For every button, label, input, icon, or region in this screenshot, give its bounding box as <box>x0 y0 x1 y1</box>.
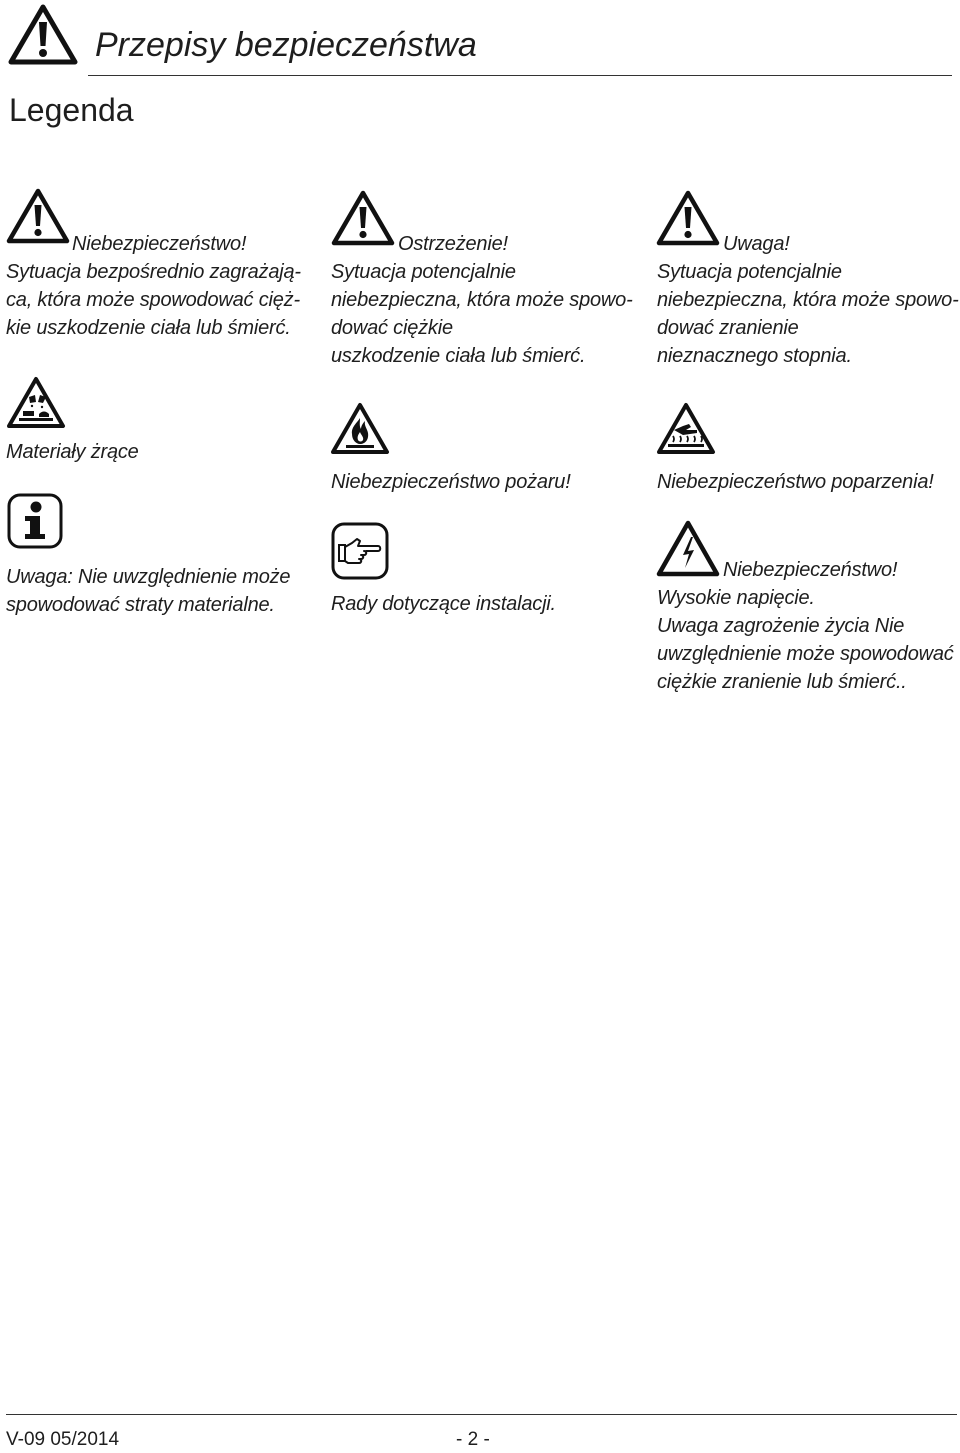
fire-label: Niebezpieczeństwo pożaru! <box>331 471 571 493</box>
corrosive-icon <box>6 376 66 430</box>
danger-heading: Niebezpieczeństwo! <box>72 233 247 255</box>
page-title: Przepisy bezpieczeństwa <box>95 26 477 64</box>
warning-description: Sytuacja potencjalnie niebezpieczna, która może spowo- dować ciężkie uszkodzenie ciała lub śmierć. <box>331 261 633 367</box>
pointing-hand-icon <box>330 521 390 581</box>
high-voltage-icon <box>656 520 720 578</box>
warning-triangle-icon <box>8 4 78 66</box>
header-rule <box>88 75 952 76</box>
warning-triangle-icon <box>331 190 395 246</box>
warning-heading: Ostrzeżenie! <box>398 233 508 255</box>
danger-triangle-icon <box>6 188 70 244</box>
hot-surface-icon <box>656 402 716 456</box>
section-heading: Legenda <box>9 92 134 128</box>
danger-description: Sytuacja bezpośrednio zagrażają- ca, która może spowodować cięż- kie uszkodzenie ciała lub śmierć. <box>6 261 301 339</box>
page-number: - 2 - <box>456 1429 490 1450</box>
voltage-description: Wysokie napięcie. Uwaga zagrożenie życia Nie uwzględnienie może spowodować ciężkie zranienie lub śmierć.. <box>657 587 954 693</box>
voltage-heading: Niebezpieczeństwo! <box>723 559 898 581</box>
caution-triangle-icon <box>656 190 720 246</box>
info-description: Uwaga: Nie uwzględnienie może spowodować straty materialne. <box>6 566 291 616</box>
footer-version: V-09 05/2014 <box>6 1429 120 1450</box>
footer-rule <box>6 1414 957 1415</box>
install-label: Rady dotyczące instalacji. <box>331 593 556 615</box>
info-icon <box>6 492 64 550</box>
fire-hazard-icon <box>330 402 390 456</box>
caution-description: Sytuacja potencjalnie niebezpieczna, która może spowo- dować zranienie nieznacznego stopnia. <box>657 261 959 367</box>
caution-heading: Uwaga! <box>723 233 790 255</box>
burn-label: Niebezpieczeństwo poparzenia! <box>657 471 934 493</box>
corrosive-label: Materiały żrące <box>6 441 139 463</box>
